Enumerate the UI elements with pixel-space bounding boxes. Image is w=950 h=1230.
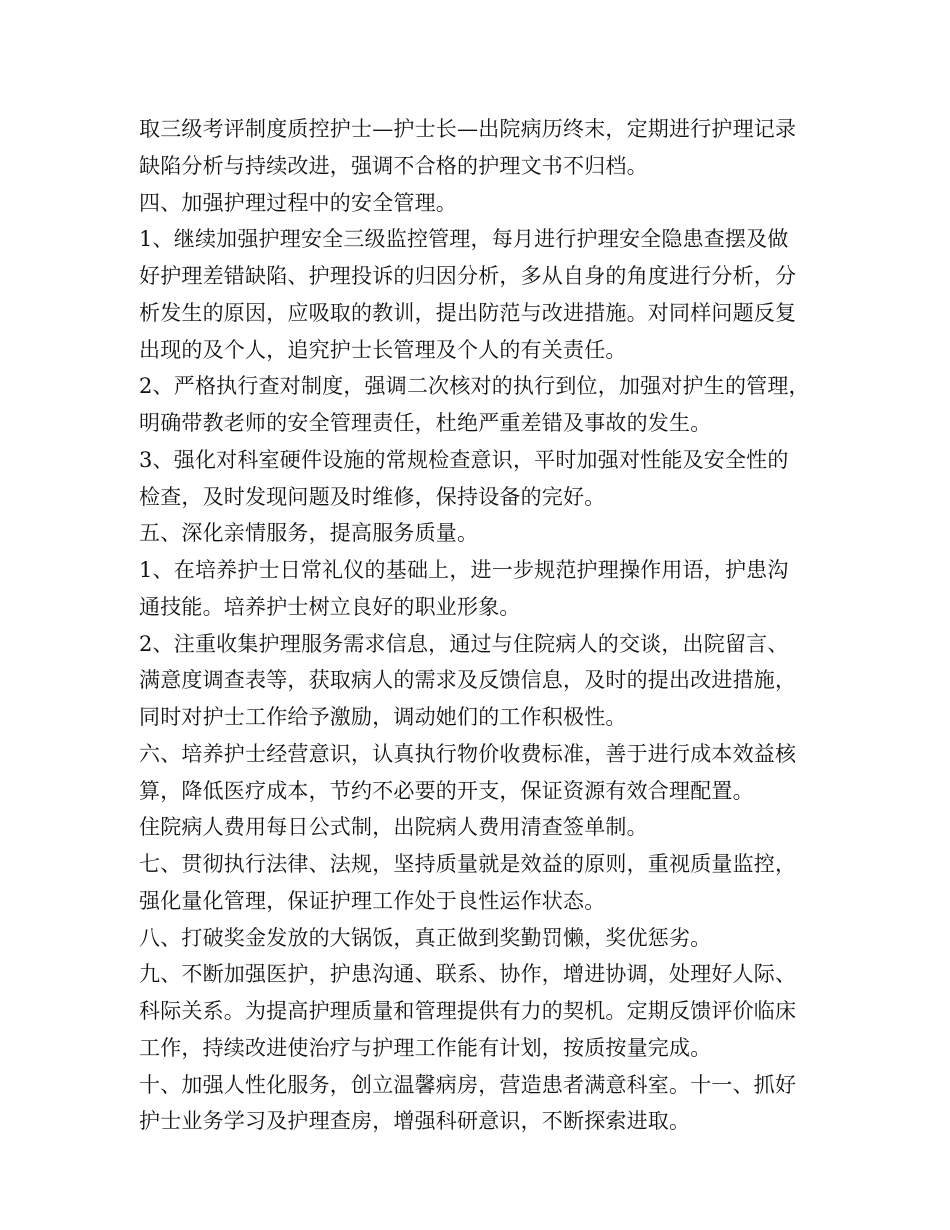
text-line: 护士业务学习及护理查房，增强科研意识，不断探索进取。 [139,1109,691,1134]
text-line: 2、严格执行查对制度，强调二次核对的执行到位，加强对护生的管理， [139,374,810,399]
section-heading: 九、不断加强医护，护患沟通、联系、协作，增进协调，处理好人际、 [139,962,797,987]
text-line: 好护理差错缺陷、护理投诉的归因分析，多从自身的角度进行分析，分 [139,264,797,288]
document-body [139,111,829,1140]
text-line: 析发生的原因，应吸取的教训，提出防范与改进措施。对同样问题反复 [139,300,797,325]
section-heading: 八、打破奖金发放的大锅饭，真正做到奖勤罚懒，奖优惩劣。 [139,925,712,950]
section-heading: 四、加强护理过程中的安全管理。 [139,190,457,215]
text-line: 检查，及时发现问题及时维修，保持设备的完好。 [139,484,606,509]
text-line: 科际关系。为提高护理质量和管理提供有力的契机。定期反馈评价临床 [139,999,797,1023]
text-line: 1、继续加强护理安全三级监控管理，每月进行护理安全隐患查摆及做 [139,227,789,252]
text-line: 算，降低医疗成本，节约不必要的开支，保证资源有效合理配置。 [139,778,754,803]
text-line: 满意度调查表等，获取病人的需求及反馈信息，及时的提出改进措施， [139,668,797,693]
section-heading: 五、深化亲情服务，提高服务质量。 [139,521,479,546]
section-heading: 七、贯彻执行法律、法规，坚持质量就是效益的原则，重视质量监控， [139,852,797,876]
text-line: 强化量化管理，保证护理工作处于良性运作状态。 [139,888,606,913]
section-heading: 六、培养护士经营意识，认真执行物价收费标准，善于进行成本效益核 [139,741,797,766]
text-line: 同时对护士工作给予激励，调动她们的工作积极性。 [139,705,627,729]
text-line: 取三级考评制度质控护士—护士长—出院病历终末，定期进行护理记录 [139,117,797,141]
text-line: 明确带教老师的安全管理责任，杜绝严重差错及事故的发生。 [139,411,712,435]
section-heading: 十、加强人性化服务，创立温馨病房，营造患者满意科室。十一、抓好 [139,1072,797,1097]
text-line: 1、在培养护士日常礼仪的基础上，进一步规范护理操作用语，护患沟 [139,558,789,582]
text-line: 出现的及个人，追究护士长管理及个人的有关责任。 [139,337,627,362]
text-line: 缺陷分析与持续改进，强调不合格的护理文书不归档。 [139,153,648,178]
text-line: 2、注重收集护理服务需求信息，通过与住院病人的交谈，出院留言、 [139,631,789,656]
text-line: 3、强化对科室硬件设施的常规检查意识，平时加强对性能及安全性的 [139,447,789,472]
text-line: 通技能。培养护士树立良好的职业形象。 [139,594,521,619]
text-line: 住院病人费用每日公式制，出院病人费用清查签单制。 [139,815,648,840]
text-line: 工作，持续改进使治疗与护理工作能有计划，按质按量完成。 [139,1035,712,1060]
